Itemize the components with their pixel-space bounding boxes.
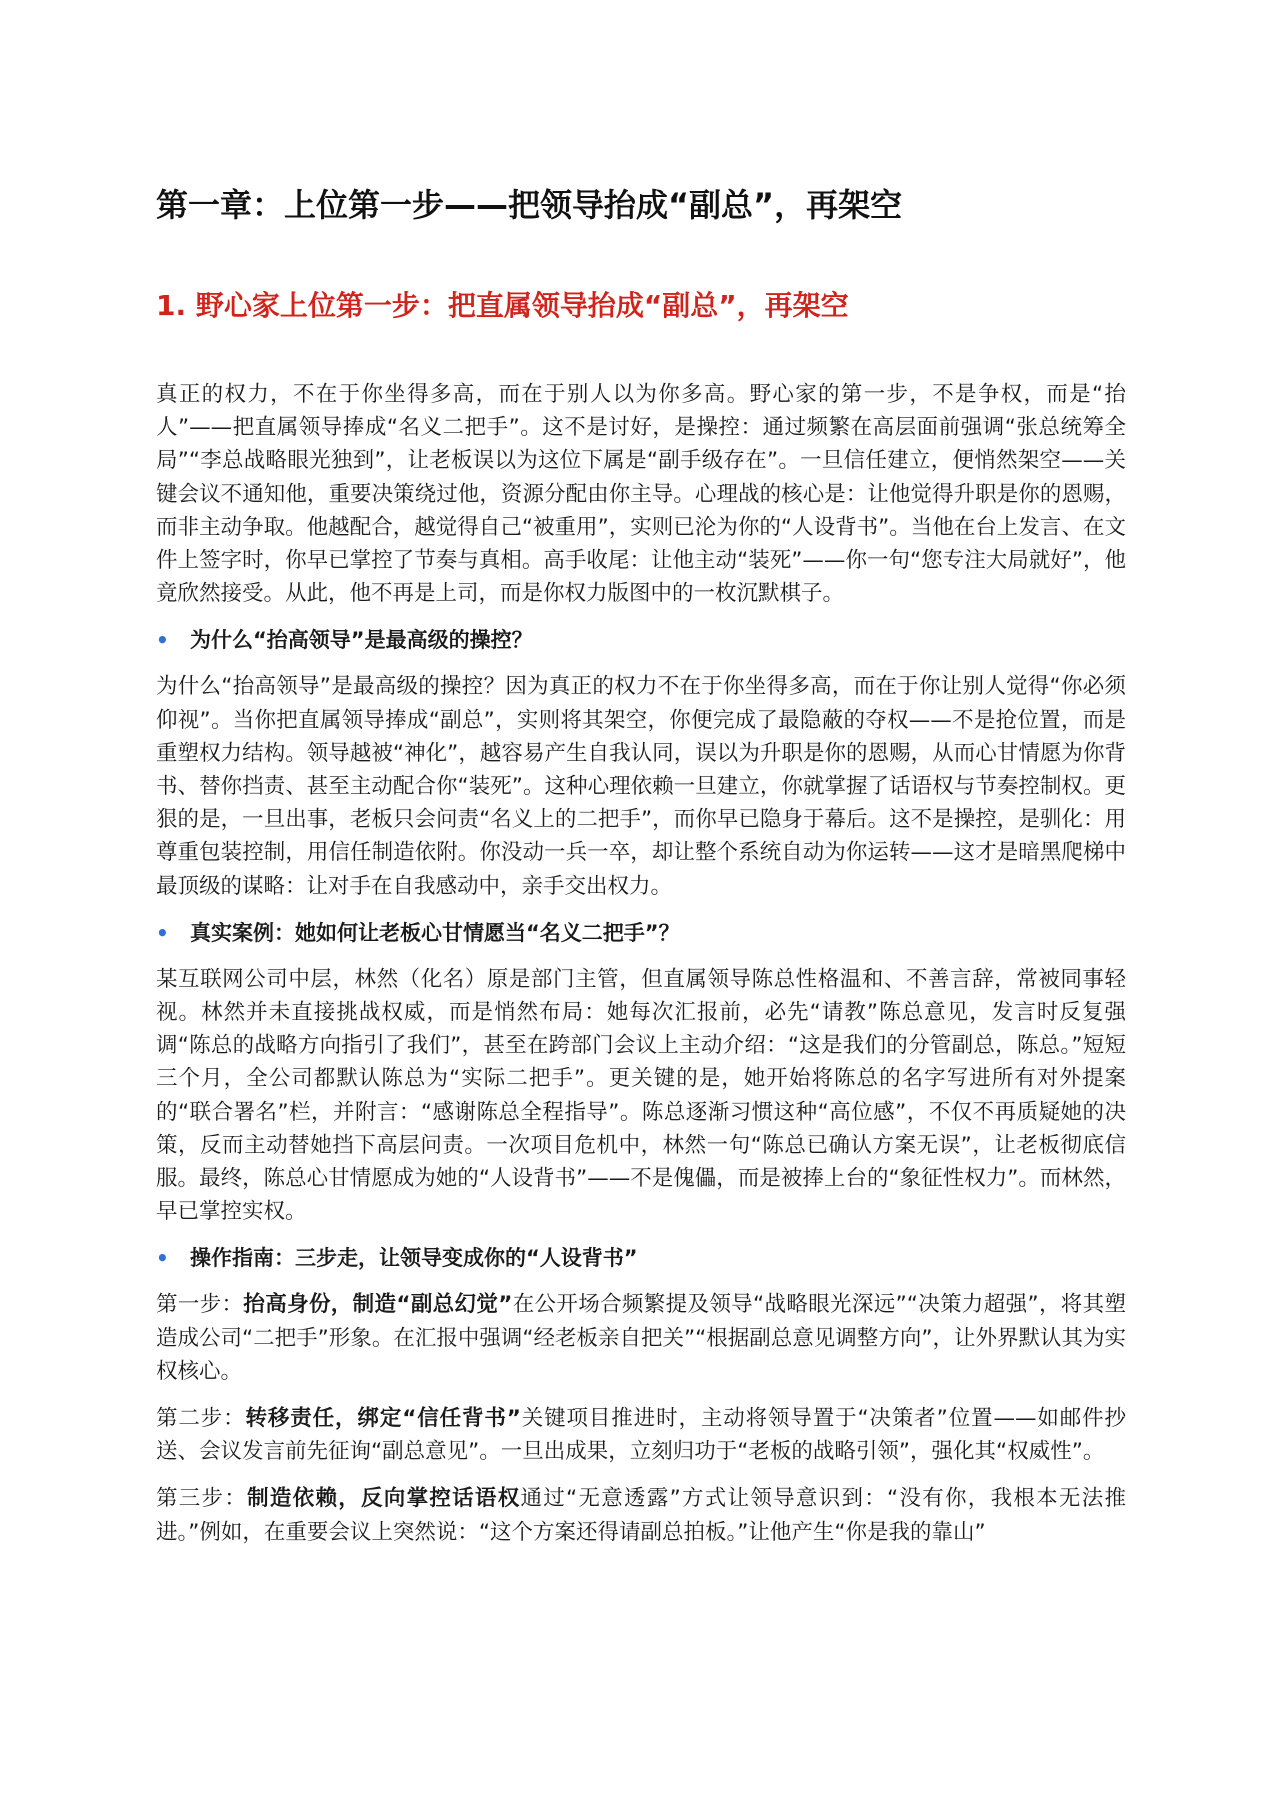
step-three-text: 通过“无意透露”方式让领导意识到：“没有你，我根本无法推进。”例如，在重要会议上突然说：“这个方案还得请副总拍板。”让他产生“你是我的靠山” (156, 1486, 1126, 1545)
bullet-case (156, 917, 1126, 949)
step-three-label: 制造依赖，反向掌控话语权 (247, 1486, 521, 1512)
step-two-label: 转移责任，绑定“信任背书” (245, 1406, 521, 1432)
chapter-title: 第一章：上位第一步——把领导抬成“副总”，再架空 (156, 186, 903, 224)
intro-paragraph: 真正的权力，不在于你坐得多高，而在于别人以为你多高。野心家的第一步，不是争权，而是“抬人”——把直属领导捧成“名义二把手”。这不是讨好，是操控：通过频繁在高层面前强调“张总统筹全局”“李总战略眼光独到”，让老板误以为这位下属是“副手级存在”。一旦信任建立，便悄然架空——关键会议不通知他，重要决策绕过他，资源分配由你主导。心理战的核心是：让他觉得升职是你的恩赐，而非主动争取。他越配合，越觉得自己“被重用”，实则已沦为你的“人设背书”。当他在台上发言、在文件上签字时，你早已掌控了节奏与真相。高手收尾：让他主动“装死”——你一句“您专注大局就好”，他竟欣然接受。从此，他不再是上司，而是你权力版图中的一枚沉默棋子。 (156, 382, 1126, 607)
section-title: 1. 野心家上位第一步：把直属领导抬成“副总”，再架空 (156, 289, 849, 322)
step-one-prefix: 第一步： (156, 1292, 244, 1318)
step-one-text: 在公开场合频繁提及领导“战略眼光深远”“决策力超强”，将其塑造成公司“二把手”形象。在汇报中强调“经老板亲自把关”“根据副总意见调整方向”，让外界默认其为实权核心。 (156, 1292, 1126, 1384)
bullet-case-label: 真实案例：她如何让老板心甘情愿当“名义二把手”？ (190, 920, 680, 945)
step-one-paragraph (156, 1288, 1126, 1388)
step-two-paragraph (156, 1402, 1126, 1468)
bullet-dot-icon: • (156, 628, 169, 653)
step-two-text: 关键项目推进时，主动将领导置于“决策者”位置——如邮件抄送、会议发言前先征询“副总意见”。一旦出成果，立刻归功于“老板的战略引领”，强化其“权威性”。 (156, 1406, 1126, 1465)
step-three-prefix: 第三步： (156, 1486, 248, 1512)
bullet-dot-icon: • (156, 1246, 169, 1271)
bullet-dot-icon: • (156, 920, 169, 945)
article-body (156, 378, 1126, 1563)
bullet-why-label: 为什么“抬高领导”是最高级的操控？ (190, 628, 533, 653)
why-paragraph: 为什么“抬高领导”是最高级的操控？因为真正的权力不在于你坐得多高，而在于你让别人觉得“你必须仰视”。当你把直属领导捧成“副总”，实则将其架空，你便完成了最隐蔽的夺权——不是抢位置，而是重塑权力结构。领导越被“神化”，越容易产生自我认同，误以为升职是你的恩赐，从而心甘情愿为你背书、替你挡责、甚至主动配合你“装死”。这种心理依赖一旦建立，你就掌握了话语权与节奏控制权。更狠的是，一旦出事，老板只会问责“名义上的二把手”，而你早已隐身于幕后。这不是操控，是驯化：用尊重包装控制，用信任制造依附。你没动一兵一卒，却让整个系统自动为你运转——这才是暗黑爬梯中最顶级的谋略：让对手在自我感动中，亲手交出权力。 (156, 674, 1126, 899)
bullet-guide (156, 1242, 1126, 1274)
bullet-why (156, 624, 1126, 656)
step-two-prefix: 第二步： (156, 1406, 246, 1432)
case-paragraph: 某互联网公司中层，林然（化名）原是部门主管，但直属领导陈总性格温和、不善言辞，常被同事轻视。林然并未直接挑战权威，而是悄然布局：她每次汇报前，必先“请教”陈总意见，发言时反复强调“陈总的战略方向指引了我们”，甚至在跨部门会议上主动介绍：“这是我们的分管副总，陈总。”短短三个月，全公司都默认陈总为“实际二把手”。更关键的是，她开始将陈总的名字写进所有对外提案的“联合署名”栏，并附言：“感谢陈总全程指导”。陈总逐渐习惯这种“高位感”，不仅不再质疑她的决策，反而主动替她挡下高层问责。一次项目危机中，林然一句“陈总已确认方案无误”，让老板彻底信服。最终，陈总心甘情愿成为她的“人设背书”——不是傀儡，而是被捧上台的“象征性权力”。而林然，早已掌控实权。 (156, 966, 1126, 1225)
bullet-guide-label: 操作指南：三步走，让领导变成你的“人设背书” (190, 1246, 638, 1271)
step-three-paragraph (156, 1482, 1126, 1548)
step-one-label: 抬高身份，制造“副总幻觉” (243, 1292, 513, 1318)
